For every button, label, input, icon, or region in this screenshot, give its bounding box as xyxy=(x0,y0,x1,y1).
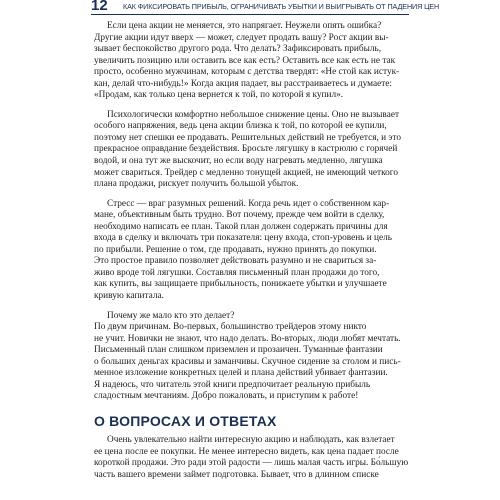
text-line: Это простое правило позволяет действовать разумно и не свариться за- xyxy=(94,256,377,267)
text-line: Я надеюсь, что читатель этой книги предпочитает реальную прибыль xyxy=(94,379,371,390)
text-line: водой, и она тут же выскочит, но если воду нагревать медленно, лягушка xyxy=(94,156,383,167)
page-number: 12 xyxy=(91,0,108,14)
text-line: может свариться. Трейдер с медленно тонущей акцией, не имеющий четкого xyxy=(94,167,398,178)
text-line: как купить, вы защищаете прибыльность, понижаете убытки и улучшаете xyxy=(94,279,387,290)
paragraph xyxy=(94,199,406,303)
text-line: Стресс — враг разумных решений. Когда речь идет о собственном кар- xyxy=(107,198,390,209)
text-line: по прибыли. Решение о том, где продавать, нужно принять до покупки. xyxy=(94,244,377,255)
text-line: особого напряжения, ведь цена акции близка к той, по которой ее купили, xyxy=(94,121,387,132)
paragraph xyxy=(94,21,406,102)
text-line: просто, особенно мужчинам, которым с детства твердят: «Не стой как истук- xyxy=(94,67,400,78)
text-line: кривую капитала. xyxy=(94,291,164,302)
text-line: ее цена после ее покупки. Не менее интересно видеть, как цена падает после xyxy=(94,446,399,457)
text-line: прекрасное оправдание бездействия. Бросьте лягушку в кастрюлю с горячей xyxy=(94,144,398,155)
text-line: живо вроде той лягушки. Составляя письменный план продажи до того, xyxy=(94,267,380,278)
text-line: увеличить позицию или оставить все как есть? Оставить все как есть не так xyxy=(94,55,396,66)
header-rule xyxy=(91,14,409,15)
paragraph xyxy=(94,110,406,191)
text-line: входа в сделку и включать три показателя: цену входа, стоп-уровень и цель xyxy=(94,233,393,244)
running-head: КАК ФИКСИРОВАТЬ ПРИБЫЛЬ, ОГРАНИЧИВАТЬ УБЫТКИ И ВЫИГРЫВАТЬ ОТ ПАДЕНИЯ ЦЕН xyxy=(123,2,440,11)
section-paragraph xyxy=(94,434,409,481)
text-line: Почему же мало кто это делает? xyxy=(107,310,235,321)
text-line: сладостным мечтаниям. Добро пожаловать, и приступим к работе! xyxy=(94,391,359,402)
text-line: Если цена акции не меняется, это напрягает. Неужели опять ошибка? xyxy=(107,21,382,31)
text-line: зывает беспокойство другого рода. Что делать? Зафиксировать прибыль, xyxy=(94,44,382,55)
text-line: часть вашего времени займет подготовка. Бывает, что в длинном списке xyxy=(94,469,379,480)
text-line: Другие акции идут вверх — может, следует продать вашу? Рост акции вы- xyxy=(94,32,389,43)
paragraph xyxy=(94,311,406,403)
page-header xyxy=(0,0,500,14)
text-line: короткой продажи. Это ради этой радости — лишь малая часть игры. Бо́льшую xyxy=(94,458,409,469)
page-body xyxy=(94,21,409,489)
text-line: не учит. Новички не знают, что надо делать. Во-вторых, люди любят мечтать. xyxy=(94,333,401,344)
text-line: необходимо написать ее план. Такой план должен содержать причины для xyxy=(94,221,388,232)
text-line: По двум причинам. Во-первых, большинство трейдеров этому никто xyxy=(94,322,367,333)
text-line: Письменный план слишком приземлен и прозаичен. Туманные фантазии xyxy=(94,345,383,356)
text-line: «Продам, как только цена вернется к той, по которой я купил». xyxy=(94,90,344,101)
text-line: кан, делай что-нибудь!» Когда акция падает, вы расстраиваетесь и думаете: xyxy=(94,78,392,89)
text-line: Психологически комфортно небольшое снижение цены. Оно не вызывает xyxy=(107,109,400,120)
text-line: плана продажи, рискует получить большой убыток. xyxy=(94,179,299,190)
text-line: Очень увлекательно найти интересную акцию и наблюдать, как взлетает xyxy=(107,434,395,445)
text-line: поэтому нет спешки ее продавать. Решительных действий не требуется, и это xyxy=(94,132,401,143)
text-line: менное изложение конкретных целей и плана действий убивает фантазии. xyxy=(94,368,388,379)
text-line: о больших деньгах красивы и заманчивы. Скучное сидение за столом и пись- xyxy=(94,356,401,367)
text-line: мане, объективным быть трудно. Вот почему, прежде чем войти в сделку, xyxy=(94,210,385,221)
section-heading: О ВОПРОСАХ И ОТВЕТАХ xyxy=(94,412,277,429)
